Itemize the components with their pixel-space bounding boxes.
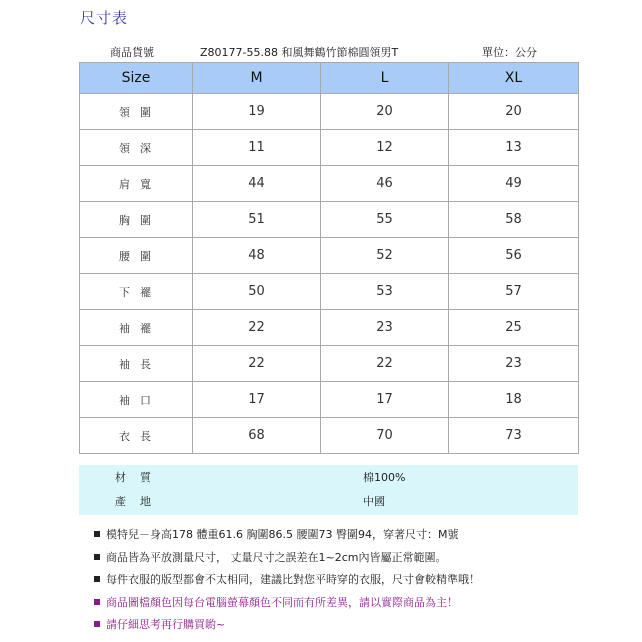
measure-label: 腰圍: [80, 238, 193, 274]
measure-value: 23: [321, 310, 449, 346]
material-row: [79, 469, 578, 491]
table-row: [80, 382, 579, 418]
measure-value: 17: [321, 382, 449, 418]
table-row: [80, 130, 579, 166]
measure-value: 49: [449, 166, 579, 202]
measure-value: 56: [449, 238, 579, 274]
note-text: 每件衣服的版型都會不太相同，建議比對您平時穿的衣服，尺寸會較精準哦！: [106, 573, 480, 586]
measure-label: 袖長: [80, 346, 193, 382]
measure-value: 44: [193, 166, 321, 202]
square-bullet-icon: [94, 599, 100, 605]
measure-label: 袖口: [80, 382, 193, 418]
measure-value: 17: [193, 382, 321, 418]
table-row: [80, 274, 579, 310]
table-row: [80, 310, 579, 346]
measure-label: 袖襬: [80, 310, 193, 346]
size-header-size: Size: [80, 63, 193, 94]
measure-value: 57: [449, 274, 579, 310]
note-text: 請仔細思考再行購買喲~: [106, 618, 226, 631]
measure-value: 22: [193, 310, 321, 346]
measure-value: 20: [449, 94, 579, 130]
note-item: [94, 614, 480, 637]
measure-value: 19: [193, 94, 321, 130]
product-meta: [80, 44, 578, 60]
measure-label: 胸圍: [80, 202, 193, 238]
measure-label: 衣長: [80, 418, 193, 454]
measure-value: 20: [321, 94, 449, 130]
size-table: [79, 62, 579, 454]
size-header-l: L: [321, 63, 449, 94]
measure-value: 22: [321, 346, 449, 382]
table-row: [80, 202, 579, 238]
notes-list: [94, 524, 480, 637]
measure-value: 55: [321, 202, 449, 238]
measure-label: 領深: [80, 130, 193, 166]
measure-value: 52: [321, 238, 449, 274]
note-item: [94, 592, 480, 615]
measure-value: 70: [321, 418, 449, 454]
note-item: [94, 524, 480, 547]
size-header-row: [80, 63, 579, 94]
table-row: [80, 418, 579, 454]
measure-value: 51: [193, 202, 321, 238]
origin-label: 產地: [115, 495, 165, 508]
measure-value: 23: [449, 346, 579, 382]
product-code: Z80177-55.88 和風舞鶴竹節棉圓領男T: [200, 46, 399, 59]
measure-value: 13: [449, 130, 579, 166]
page-title: 尺寸表: [80, 9, 129, 27]
table-row: [80, 346, 579, 382]
table-row: [80, 94, 579, 130]
measure-label: 下襬: [80, 274, 193, 310]
table-row: [80, 238, 579, 274]
measure-value: 58: [449, 202, 579, 238]
measure-value: 68: [193, 418, 321, 454]
size-table-body: [80, 94, 579, 454]
origin-row: [79, 493, 578, 515]
size-header-xl: XL: [449, 63, 579, 94]
measure-label: 領圍: [80, 94, 193, 130]
measure-value: 18: [449, 382, 579, 418]
measure-value: 12: [321, 130, 449, 166]
origin-value: 中國: [363, 495, 385, 508]
size-header-m: M: [193, 63, 321, 94]
square-bullet-icon: [94, 621, 100, 627]
square-bullet-icon: [94, 576, 100, 582]
square-bullet-icon: [94, 531, 100, 537]
unit-label: 單位：公分: [482, 46, 537, 59]
measure-value: 53: [321, 274, 449, 310]
note-text: 商品圖檔顏色因每台電腦螢幕顏色不同而有所差異，請以實際商品為主！: [106, 595, 458, 609]
note-text: 商品皆為平放測量尺寸， 丈量尺寸之誤差在1~2cm內皆屬正常範圍。: [106, 550, 447, 564]
material-section: [79, 465, 578, 515]
measure-value: 46: [321, 166, 449, 202]
table-row: [80, 166, 579, 202]
measure-value: 25: [449, 310, 579, 346]
measure-value: 48: [193, 238, 321, 274]
material-label: 材質: [115, 471, 165, 484]
material-value: 棉100%: [363, 471, 406, 484]
square-bullet-icon: [94, 554, 100, 560]
note-item: [94, 547, 480, 570]
measure-value: 50: [193, 274, 321, 310]
measure-value: 73: [449, 418, 579, 454]
measure-label: 肩寬: [80, 166, 193, 202]
measure-value: 22: [193, 346, 321, 382]
note-text: 模特兒－身高178 體重61.6 胸圍86.5 腰圍73 臀圍94，穿著尺寸：M號: [106, 528, 459, 541]
note-item: [94, 569, 480, 592]
product-label: 商品貨號: [110, 46, 154, 59]
measure-value: 11: [193, 130, 321, 166]
